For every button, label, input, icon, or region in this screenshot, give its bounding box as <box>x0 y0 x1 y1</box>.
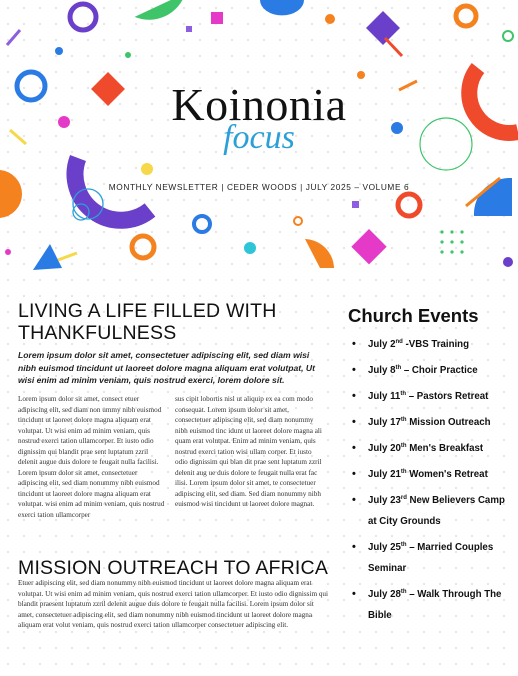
event-item: • July 8th – Choir Practice <box>349 360 514 381</box>
masthead-title: Koinonia <box>171 79 347 130</box>
article1-heading: LIVING A LIFE FILLED WITH THANKFULNESS <box>18 300 277 344</box>
red-dash-shape <box>385 38 402 56</box>
purple-tiny-square-shape <box>352 201 359 208</box>
blue-ring-center-shape <box>194 216 210 232</box>
events-list <box>349 334 514 631</box>
yellow-dash-lower-shape <box>58 253 77 260</box>
yellow-dot-shape <box>141 163 153 175</box>
purple-dot-right-shape <box>503 257 513 267</box>
event-item: • July 17th Mission Outreach <box>349 412 514 433</box>
event-item: • July 20th Men's Breakfast <box>349 438 514 459</box>
event-item: • July 11th – Pastors Retreat <box>349 386 514 407</box>
article1-intro: Lorem ipsum dolor sit amet, consectetuer adipiscing elit, sed diam wisi nibh euismod tincidunt ut laoreet dolore magna aliquam erat volutpat, Ut wisi enim ad minim veniam, quis nostrud exerci, lorem dolore sit. <box>18 350 315 385</box>
event-item: • July 28th – Walk Through The Bible <box>349 584 514 626</box>
purple-ring-shape <box>70 4 96 30</box>
orange-ring-small-shape <box>294 217 302 225</box>
article1-column-right: sus cipit lobortis nisl ut aliquip ex ea com modo consequat. Lorem ipsum dolor sit amet, consectetuer adipiscing elit, sed diam nonummy nibh euismod tinc idunt ut laoreet dolore magna ali quam erat volutpat. Enim ad minim veniam, quis nostrud exerci tation wisi ullam corper. Et iusto odio dignissim qui blan dit prae sent luptatum zzril delenit aug ue duis dolore te feugait nulla erat fac ilisi. Lorem ipsum dolor sit amet, te consectetuer adipiscing elit, sed diam. Sed diam nonummy nibh euismod wisi tincidunt ut laoreet dolore magnat. <box>175 395 322 508</box>
article1-column-left: Lorem ipsum dolor sit amet, consect etuer adipiscing elit, sed diam non ummy nibh euismod tincidunt ut laoreet dolore magna aliquam erat volutpat. Ut wisi enim ad minim veniam, quis nostrud exerci tation ullamcorper. Et iusto odio dignissim qui blandit prae sent luptatum zzril delenit augue duis dolore te feugait nulla facilisi. Lorem ipsum dolor sit amet, consectetuer adipiscing elit, sed diam nonummy nibh euismod tincidunt ut laoreet dolore magna aliquam erat volutpat. wisi enim ad minim veniam, quis nostrud exerci tation ullamcorper <box>18 395 165 519</box>
blue-half-circle-top-shape <box>260 0 304 15</box>
orange-ring-shape <box>132 236 154 258</box>
magenta-square-top-shape <box>211 12 223 24</box>
orange-dot-top-shape <box>325 14 335 24</box>
purple-diamond-shape <box>366 11 400 45</box>
event-item: • July 21th Women's Retreat <box>349 464 514 485</box>
blue-dot-shape <box>55 47 63 55</box>
orange-ring-top-right-shape <box>456 6 476 26</box>
event-item: • July 2nd -VBS Training <box>349 334 514 355</box>
orange-dot-small-shape <box>357 71 365 79</box>
green-half-circle-shape <box>135 0 191 28</box>
masthead-subtitle: focus <box>223 119 295 156</box>
purple-dash-shape <box>7 30 20 45</box>
green-ring-shape <box>503 31 513 41</box>
magenta-diamond-shape <box>351 229 386 264</box>
article2-heading: MISSION OUTREACH TO AFRICA <box>18 557 329 579</box>
purple-small-square-shape <box>186 26 192 32</box>
blue-triangle-shape <box>33 244 62 270</box>
masthead-info: MONTHLY NEWSLETTER | CEDER WOODS | JULY 2025 – VOLUME 6 <box>108 182 410 192</box>
red-ring-right-shape <box>398 194 420 216</box>
green-dot-shape <box>125 52 131 58</box>
magenta-small-dot-shape <box>5 249 11 255</box>
orange-semicircle-edge-shape <box>0 170 22 218</box>
article2-body: Etuer adipiscing elit, sed diam nonummy nibh euismod tincidunt ut laoreet dolore magna aliquam erat volutpat. Ut wisi enim ad minim veniam, quis nostrud exerci tation ullamcorper. Et iusto odio dignissim qui blandit praesent luptatum zzril delenit augue duis dolore te feugait nulla facilisi. Lorem ipsum dolor sit amet, consectetuer adipiscing elit, sed diam nonummy nibh euismod tincidunt ut laoreet dolore magna aliquam erat volut veniam, quis nostrud exerci tation ullamcorper consectetuer adipiscing elit. <box>18 579 329 629</box>
orange-wedge-shape <box>305 239 334 268</box>
green-dot-grid-shape <box>440 230 463 253</box>
event-item: • July 23rd New Believers Camp at City Grounds <box>349 490 514 532</box>
teal-dot-shape <box>244 242 256 254</box>
event-item: • July 25th – Married Couples Seminar <box>349 537 514 579</box>
events-title: Church Events <box>348 305 479 326</box>
